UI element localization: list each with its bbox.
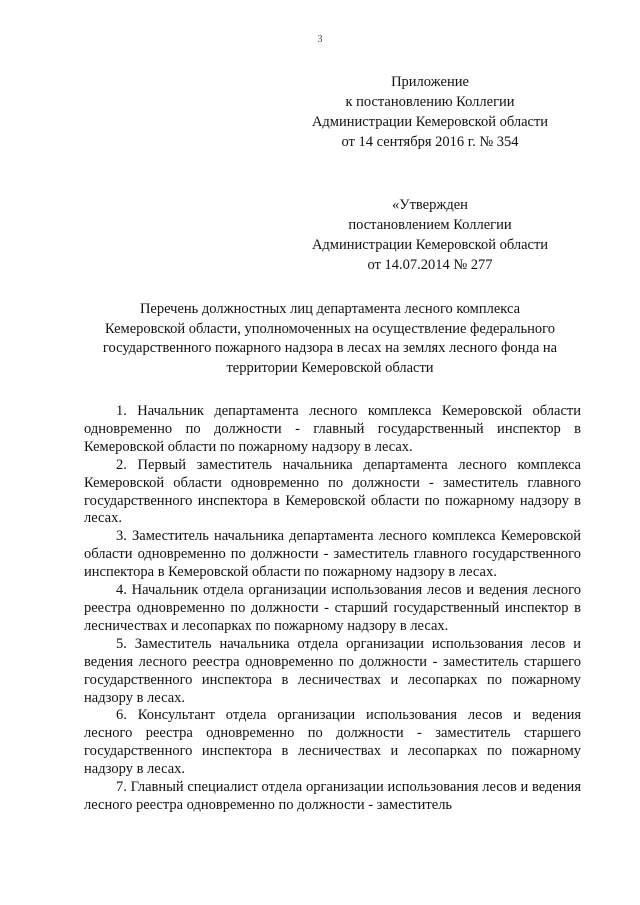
approved-line: от 14.07.2014 № 277 [367, 257, 493, 273]
title-line: Кемеровской области, уполномоченных на осуществление федерального [104, 320, 555, 337]
document-title [80, 300, 580, 378]
appendix-line: Приложение [391, 74, 469, 90]
list-item: 7. Главный специалист отдела организации использования лесов и ведения лесного реестра одновременно по должности - заместитель [84, 779, 581, 813]
list-item: 5. Заместитель начальника отдела организации использования лесов и ведения лесного реестра одновременно по должности - заместитель старшего государственного инспектора в лесничествах и лесопарках по пожарному надзору в лесах. [84, 635, 581, 706]
page-number: 3 [317, 34, 323, 45]
officials-list [84, 403, 581, 815]
approved-line: постановлением Коллегии [348, 217, 512, 233]
approved-block [305, 195, 555, 275]
appendix-line: Администрации Кемеровской области [311, 114, 549, 130]
approved-line: «Утвержден [392, 197, 468, 213]
appendix-line: от 14 сентября 2016 г. № 354 [341, 134, 519, 150]
list-item: 4. Начальник отдела организации использования лесов и ведения лесного реестра одновременно по должности - старший государственный инспектор в лесничествах и лесопарках по пожарному надзору в лесах. [84, 582, 581, 634]
appendix-line: к постановлению Коллегии [345, 94, 515, 110]
title-line: государственного пожарного надзора в лесах на землях лесного фонда на [102, 340, 558, 356]
list-item: 2. Первый заместитель начальника департамента лесного комплекса Кемеровской области одновременно по должности - заместитель главного государственного инспектора в Кемеровской области по пожарному надзору в лесах. [84, 456, 581, 527]
appendix-block [310, 72, 550, 152]
approved-line: Администрации Кемеровской области [311, 237, 549, 253]
title-line: Перечень должностных лиц департамента лесного комплекса [139, 301, 521, 317]
title-line: территории Кемеровской области [226, 359, 434, 376]
list-item: 3. Заместитель начальника департамента лесного комплекса Кемеровской области одновременно по должности - заместитель главного государственного инспектора в Кемеровской области по пожарному надзору в лесах. [84, 528, 581, 581]
list-item: 1. Начальник департамента лесного комплекса Кемеровской области одновременно по должности - главный государственный инспектор в Кемеровской области по пожарному надзору в лесах. [84, 403, 581, 455]
list-item: 6. Консультант отдела организации использования лесов и ведения лесного реестра одновременно по должности - заместитель старшего государственного инспектора в лесничествах и лесопарках по пожарному надзору в лесах. [84, 707, 581, 778]
